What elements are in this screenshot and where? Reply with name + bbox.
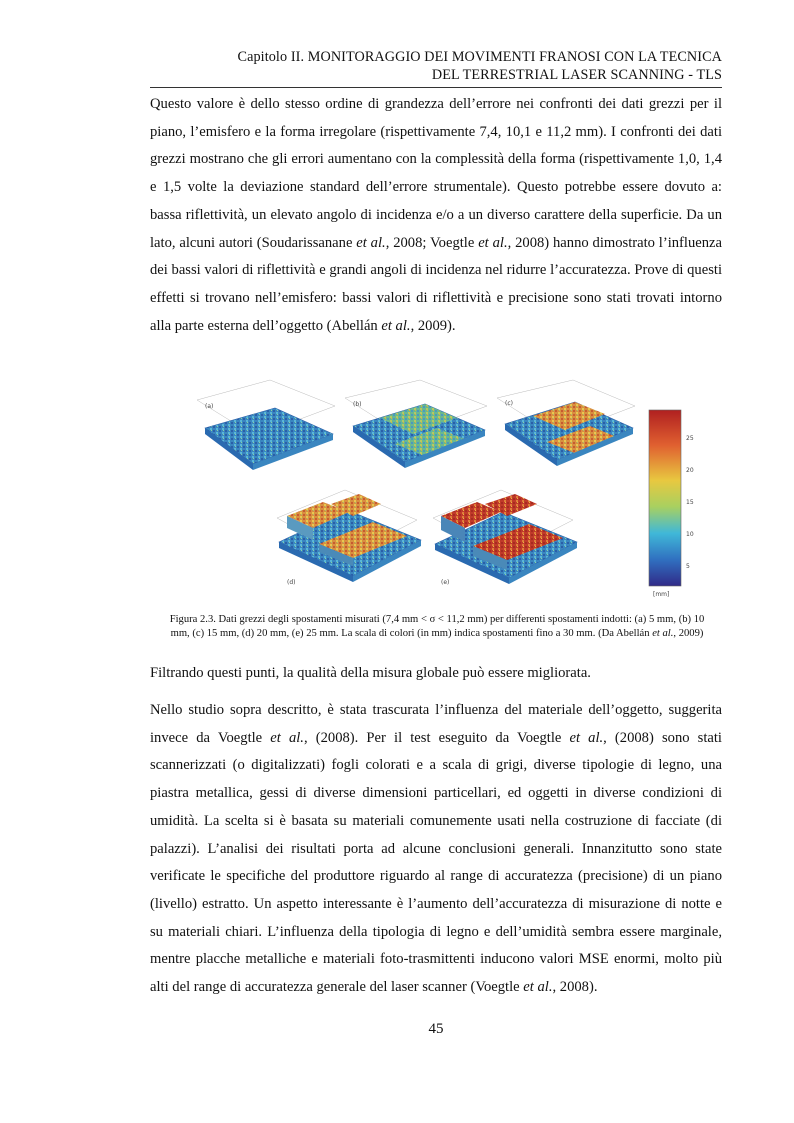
panel-label-a: (a) [205,403,214,410]
header-line-2: DEL TERRESTRIAL LASER SCANNING - TLS [431,67,722,83]
paragraph-1-text: , 2008; Voegtle [385,234,479,251]
paragraph-3-text: , (2008) sono stati scannerizzati (o digitalizzati) fogli colorati e a scala di grigi, diverse tipologie di legno, una piastra metallica, gessi di diverse dimensioni particellari, ed oggetti in diverse condizioni di umidità. La scelta si è basata su materiali comunemente usati nella costruzione di facciate (di palazzi). L’analisi dei risultati porta ad alcune conclusioni generali. Innanzitutto sono state verificate le specifiche del produttore riguardo al range di accuratezza (precisione) di un piano (livello) estratto. Un aspetto interessante è l’aumento dell’accuratezza di misurazione di notte e su materiali chiari. L’influenza della tipologia di legno e dell’umidità sembra essere marginale, mentre placche metalliche e materiali foto-trasmittenti inducono valori MSE enormi, molto più alti del range di accuratezza generale del laser scanner (Voegtle [150,729,722,996]
paragraph-3-text: Nello studio sopra descritto, è stata trascurata l’influenza del materiale dell’oggetto, suggerita invece da Voegtle [150,702,722,746]
paragraph-3-text: , 2008). [552,979,598,996]
plot-panel-e [433,490,577,586]
paragraph-3 [150,697,722,1002]
caption-etal: et al. [652,627,674,639]
panel-label-b: (b) [353,401,362,408]
colorbar-tick: 15 [686,499,694,506]
paragraph-1-text: , 2009). [410,317,456,334]
colorbar-tick: 25 [686,435,694,442]
colorbar-tick: 20 [686,467,694,474]
paragraph-3-text: , (2008). Per il test eseguito da Voegtle [303,729,570,746]
paragraph-1-etal: et al. [478,234,508,251]
figure-displacement-plots [195,378,695,600]
paragraph-1-text: Questo valore è dello stesso ordine di grandezza dell’errore nei confronti dei dati grezzi per il piano, l’emisfero e la forma irregolare (rispettivamente 7,4, 10,1 e 11,2 mm). I confronti dei dati grezzi mostrano che gli errori aumentano con la complessità della forma (rispettivamente 1,0, 1,4 e 1,5 volte la deviazione standard dell’errore strumentale). Questo potrebbe essere dovuto a: bassa riflettività, un elevato angolo di incidenza e/o a un diverso carattere della superficie. Da un lato, alcuni autori (Soudarissanane [150,96,722,251]
paragraph-1-etal: et al. [381,317,411,334]
plot-panel-c [497,380,635,466]
colorbar-tick: 5 [686,563,690,570]
colorbar-tick: 10 [686,531,694,538]
plot-panel-d [277,490,421,586]
colorbar-unit: [mm] [653,591,670,598]
panel-label-d: (d) [287,579,296,586]
paragraph-1-text: , 2008) hanno dimostrato l’influenza dei bassi valori di riflettività e grandi angoli di incidenza nel ridurre l’accuratezza. Prove di questi effetti si trovano nell’emisfero: bassi valori di riflettività e precisione sono stati trovati intorno alla parte esterna dell’oggetto (Abellán [150,234,722,334]
caption-text: , 2009) [673,627,704,639]
paragraph-3-etal: et al. [270,729,304,746]
paragraph-1-etal: et al. [356,234,386,251]
panel-label-c: (c) [505,400,513,407]
panel-label-e: (e) [441,579,450,586]
plot-panel-a [197,380,335,470]
colorbar [649,410,694,598]
running-header [150,48,722,84]
paragraph-1 [150,91,722,340]
paragraph-3-etal: et al. [569,729,604,746]
plot-panel-b [345,380,487,468]
figure-caption [160,613,714,641]
paragraph-2: Filtrando questi punti, la qualità della misura globale può essere migliorata. [150,665,591,681]
header-line-1: Capitolo II. MONITORAGGIO DEI MOVIMENTI FRANOSI CON LA TECNICA [237,49,722,65]
page-number: 45 [428,1021,444,1037]
header-rule [150,87,722,88]
paragraph-3-etal: et al. [523,979,553,996]
caption-text: Figura 2.3. Dati grezzi degli spostamenti misurati (7,4 mm < σ < 11,2 mm) per differenti spostamenti indotti: (a) 5 mm, (b) 10 mm, (c) 15 mm, (d) 20 mm, (e) 25 mm. La scala di colori (in mm) indica spostamenti fino a 30 mm. (Da Abellán [169,614,705,639]
